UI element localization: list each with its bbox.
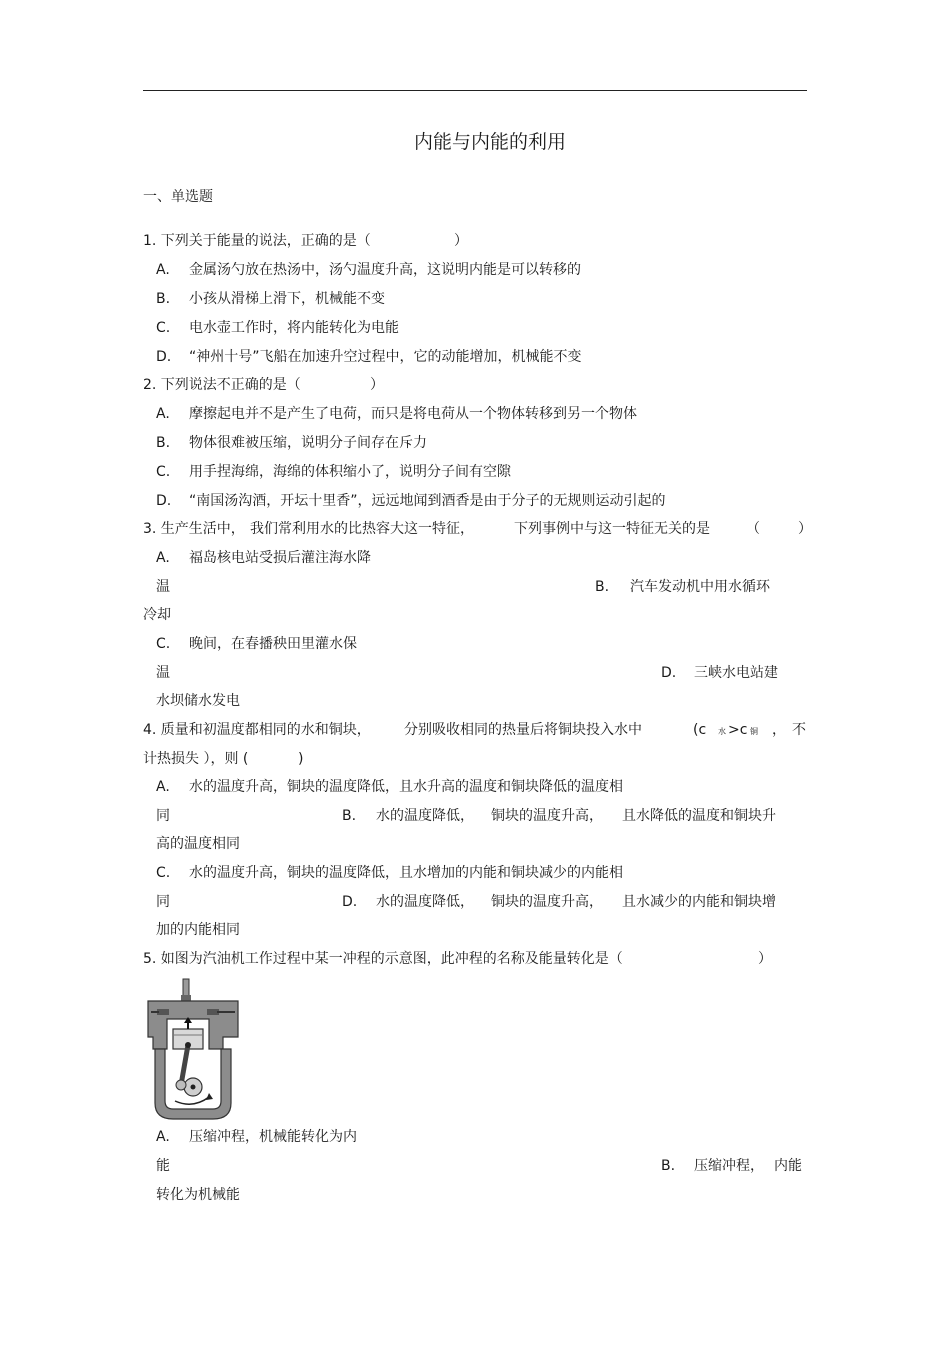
q4-stem-part-2: 分别吸收相同的热量后将铜块投入水中 <box>404 722 642 738</box>
q4-option-b-text-2: 铜块的温度升高， <box>491 808 603 824</box>
q1-option-a-text: 金属汤勺放在热汤中，汤勺温度升高，这说明内能是可以转移的 <box>189 262 581 278</box>
q1-option-d-letter: D. <box>156 349 172 365</box>
q4-condition-end: 不 <box>792 722 806 738</box>
q4-condition-subscript-water: 水 <box>718 727 726 736</box>
q4-option-d-text-2: 铜块的温度升高， <box>491 894 603 910</box>
q2-option-b-text: 物体很难被压缩，说明分子间存在斥力 <box>189 435 427 451</box>
q4-option-d-text-1: 水的温度降低， <box>376 894 474 910</box>
section-heading: 一、单选题 <box>143 189 213 205</box>
q4-option-c-letter: C. <box>156 865 171 881</box>
q3-option-a-text: 福岛核电站受损后灌注海水降 <box>189 550 371 566</box>
q3-option-b-text: 汽车发动机中用水循环 <box>630 579 770 595</box>
q5-option-a-letter: A. <box>156 1129 170 1145</box>
q4-option-b-text-3: 且水降低的温度和铜块升 <box>622 808 776 824</box>
q1-paren-close: ） <box>454 233 468 249</box>
q5-option-b-letter: B. <box>661 1158 676 1174</box>
q3-option-c-letter: C. <box>156 636 171 652</box>
q4-paren-close: ) <box>298 751 304 767</box>
q4-option-a-wrap: 同 <box>156 808 170 824</box>
q2-option-c-letter: C. <box>156 464 171 480</box>
q2-option-d-letter: D. <box>156 493 172 509</box>
engine-stroke-diagram <box>143 975 243 1123</box>
q4-condition-greater: >c <box>728 722 748 738</box>
document-title: 内能与内能的利用 <box>413 131 566 153</box>
q2-option-a-letter: A. <box>156 406 170 422</box>
q3-option-d-letter: D. <box>661 665 677 681</box>
q1-option-b-letter: B. <box>156 291 171 307</box>
q5-option-b-wrap: 转化为机械能 <box>156 1187 240 1203</box>
q2-stem: 2. 下列说法不正确的是（ <box>143 377 301 393</box>
q5-stem: 5. 如图为汽油机工作过程中某一冲程的示意图，此冲程的名称及能量转化是（ <box>143 951 623 967</box>
q5-paren-close: ） <box>758 951 772 967</box>
q4-option-d-wrap: 加的内能相同 <box>156 922 240 938</box>
q3-option-a-wrap: 温 <box>156 579 170 595</box>
q4-option-a-text: 水的温度升高，铜块的温度降低，且水升高的温度和铜块降低的温度相 <box>189 779 623 795</box>
q1-option-d-text: “神州十号”飞船在加速升空过程中，它的动能增加，机械能不变 <box>189 349 582 365</box>
q4-stem-line-2: 计热损失 ），则 ( <box>143 751 249 767</box>
q4-option-b-letter: B. <box>342 808 357 824</box>
q4-option-a-letter: A. <box>156 779 170 795</box>
q1-option-a-letter: A. <box>156 262 170 278</box>
q5-option-b-text-1: 压缩冲程， <box>694 1158 764 1174</box>
q2-option-b-letter: B. <box>156 435 171 451</box>
q2-option-d-text: “南国汤沟酒，开坛十里香”，远远地闻到酒香是由于分子的无规则运动引起的 <box>189 493 666 509</box>
q4-option-c-text: 水的温度升高，铜块的温度降低，且水增加的内能和铜块减少的内能相 <box>189 865 623 881</box>
q5-option-b-text-2: 内能 <box>774 1158 802 1174</box>
q3-option-b-wrap: 冷却 <box>143 607 171 623</box>
q3-stem-part-1: 3. 生产生活中， <box>143 521 245 537</box>
q1-option-c-letter: C. <box>156 320 171 336</box>
q5-option-a-wrap: 能 <box>156 1158 170 1174</box>
q4-option-b-wrap: 高的温度相同 <box>156 836 240 852</box>
q3-stem-part-2: 我们常利用水的比热容大这一特征， <box>250 521 474 537</box>
q3-option-c-text: 晚间，在春播秧田里灌水保 <box>189 636 357 652</box>
q5-option-a-text: 压缩冲程，机械能转化为内 <box>189 1129 357 1145</box>
q3-paren-close: ） <box>798 521 812 537</box>
q4-condition-comma: ， <box>772 722 786 738</box>
q4-condition-subscript-copper: 铜 <box>750 727 758 736</box>
q2-paren-close: ） <box>370 377 384 393</box>
q2-option-c-text: 用手捏海绵，海绵的体积缩小了，说明分子间有空隙 <box>189 464 511 480</box>
q1-option-b-text: 小孩从滑梯上滑下，机械能不变 <box>189 291 385 307</box>
q3-option-a-letter: A. <box>156 550 170 566</box>
q4-option-d-text-3: 且水减少的内能和铜块增 <box>622 894 776 910</box>
q1-option-c-text: 电水壶工作时，将内能转化为电能 <box>189 320 399 336</box>
q3-option-c-wrap: 温 <box>156 665 170 681</box>
q4-stem-part-1: 4. 质量和初温度都相同的水和铜块， <box>143 722 371 738</box>
q4-option-c-wrap: 同 <box>156 894 170 910</box>
q3-option-d-text: 三峡水电站建 <box>694 665 778 681</box>
q3-stem-part-3: 下列事例中与这一特征无关的是 <box>514 521 710 537</box>
q4-option-d-letter: D. <box>342 894 358 910</box>
q3-paren-open: （ <box>746 521 760 537</box>
q2-option-a-text: 摩擦起电并不是产生了电荷，而只是将电荷从一个物体转移到另一个物体 <box>189 406 637 422</box>
header-rule <box>143 90 807 91</box>
q1-stem: 1. 下列关于能量的说法，正确的是（ <box>143 233 371 249</box>
q4-option-b-text-1: 水的温度降低， <box>376 808 474 824</box>
q3-option-d-wrap: 水坝储水发电 <box>156 693 240 709</box>
q3-option-b-letter: B. <box>595 579 610 595</box>
q4-condition-c: (c <box>693 722 707 738</box>
